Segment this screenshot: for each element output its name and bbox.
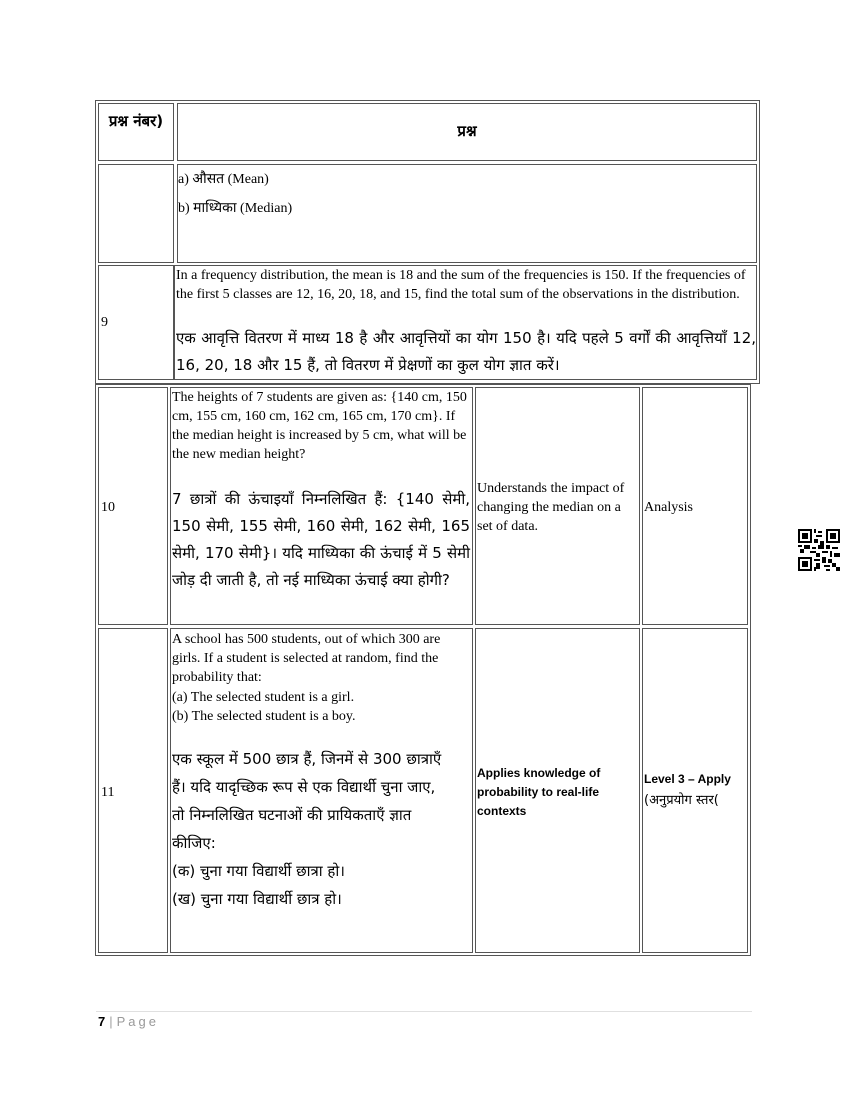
q11-english-b: (b) The selected student is a boy.: [172, 709, 356, 724]
q9-hindi: एक आवृत्ति वितरण में माध्य 18 है और आवृत्तियों का योग 150 है। यदि पहले 5 वर्गों की आवृत्तियाँ 12, 16, 20, 18 और 15 हैं, तो वितरण में प्रेक्षणों का कुल योग ज्ञात करें।: [176, 329, 756, 374]
continuation-qno-cell: [98, 164, 174, 263]
page-label: Page: [116, 1014, 159, 1029]
q11-hindi: एक स्कूल में 500 छात्र हैं, जिनमें से 300 छात्राएँ हैं। यदि यादृच्छिक रूप से एक विद्यार्थी चुना जाए, तो निम्नलिखित घटनाओं की प्रायिकताएँ ज्ञात कीजिए:: [172, 750, 442, 852]
footer-separator: |: [109, 1014, 113, 1029]
page-number: 7: [98, 1014, 106, 1029]
q10-outcome-cell: [475, 387, 640, 625]
page-footer: [98, 1014, 159, 1029]
q9-number: 9: [101, 315, 108, 330]
q11-hindi-a: (क) चुना गया विद्यार्थी छात्रा हो।: [172, 862, 345, 880]
q9-english: In a frequency distribution, the mean is 18 and the sum of the frequencies is 150. If the frequencies of the first 5 classes are 12, 16, 20, 18, and 15, find the total sum of the observations in the distribution.: [176, 268, 746, 302]
q11-number: 11: [101, 785, 115, 800]
q11-level: Level 3 – Apply: [644, 772, 731, 786]
q11-hindi-b: (ख) चुना गया विद्यार्थी छात्र हो।: [172, 890, 342, 908]
header-question-label: प्रश्न: [457, 122, 477, 140]
q10-number-cell: [98, 387, 168, 625]
q11-level-hindi: (अनुप्रयोग स्तर(: [644, 793, 719, 808]
q10-english: The heights of 7 students are given as: {140 cm, 150 cm, 155 cm, 160 cm, 162 cm, 165 cm, 170 cm}. If the median height is increased by 5 cm, what will be the new median height?: [172, 390, 467, 462]
q9-number-cell: [98, 265, 174, 380]
q10-hindi: 7 छात्रों की ऊंचाइयाँ निम्नलिखित हैं: {140 सेमी, 150 सेमी, 155 सेमी, 160 सेमी, 162 सेमी, 165 सेमी, 170 सेमी}। यदि माध्यिका की ऊंचाई में 5 सेमी जोड़ दी जाती है, तो नई माध्यिका ऊंचाई क्या होगी?: [172, 490, 470, 589]
q11-english-a: (a) The selected student is a girl.: [172, 690, 355, 705]
q9-question-cell: [174, 265, 757, 380]
continuation-question-cell: [177, 164, 757, 263]
q11-question-cell: [170, 628, 473, 953]
qr-code-icon: [798, 529, 840, 571]
header-question-cell: [177, 103, 757, 161]
option-mean: a) औसत (Mean): [178, 172, 269, 187]
q10-number: 10: [101, 500, 115, 515]
header-qno-label: प्रश्न नंबर): [108, 112, 164, 130]
footer-rule: [96, 1011, 752, 1012]
q11-english-intro: A school has 500 students, out of which 300 are girls. If a student is selected at random, find the probability that:: [172, 632, 441, 685]
q11-outcome: Applies knowledge of probability to real-life contexts: [477, 766, 601, 818]
option-median: b) माध्यिका (Median): [178, 201, 293, 216]
q10-level: Analysis: [644, 500, 693, 515]
q11-level-cell: [642, 628, 748, 953]
q11-outcome-cell: [475, 628, 640, 953]
header-qno-cell: [98, 103, 174, 161]
q10-question-cell: [170, 387, 473, 625]
q10-outcome: Understands the impact of changing the median on a set of data.: [477, 481, 625, 534]
q10-level-cell: [642, 387, 748, 625]
q11-number-cell: [98, 628, 168, 953]
